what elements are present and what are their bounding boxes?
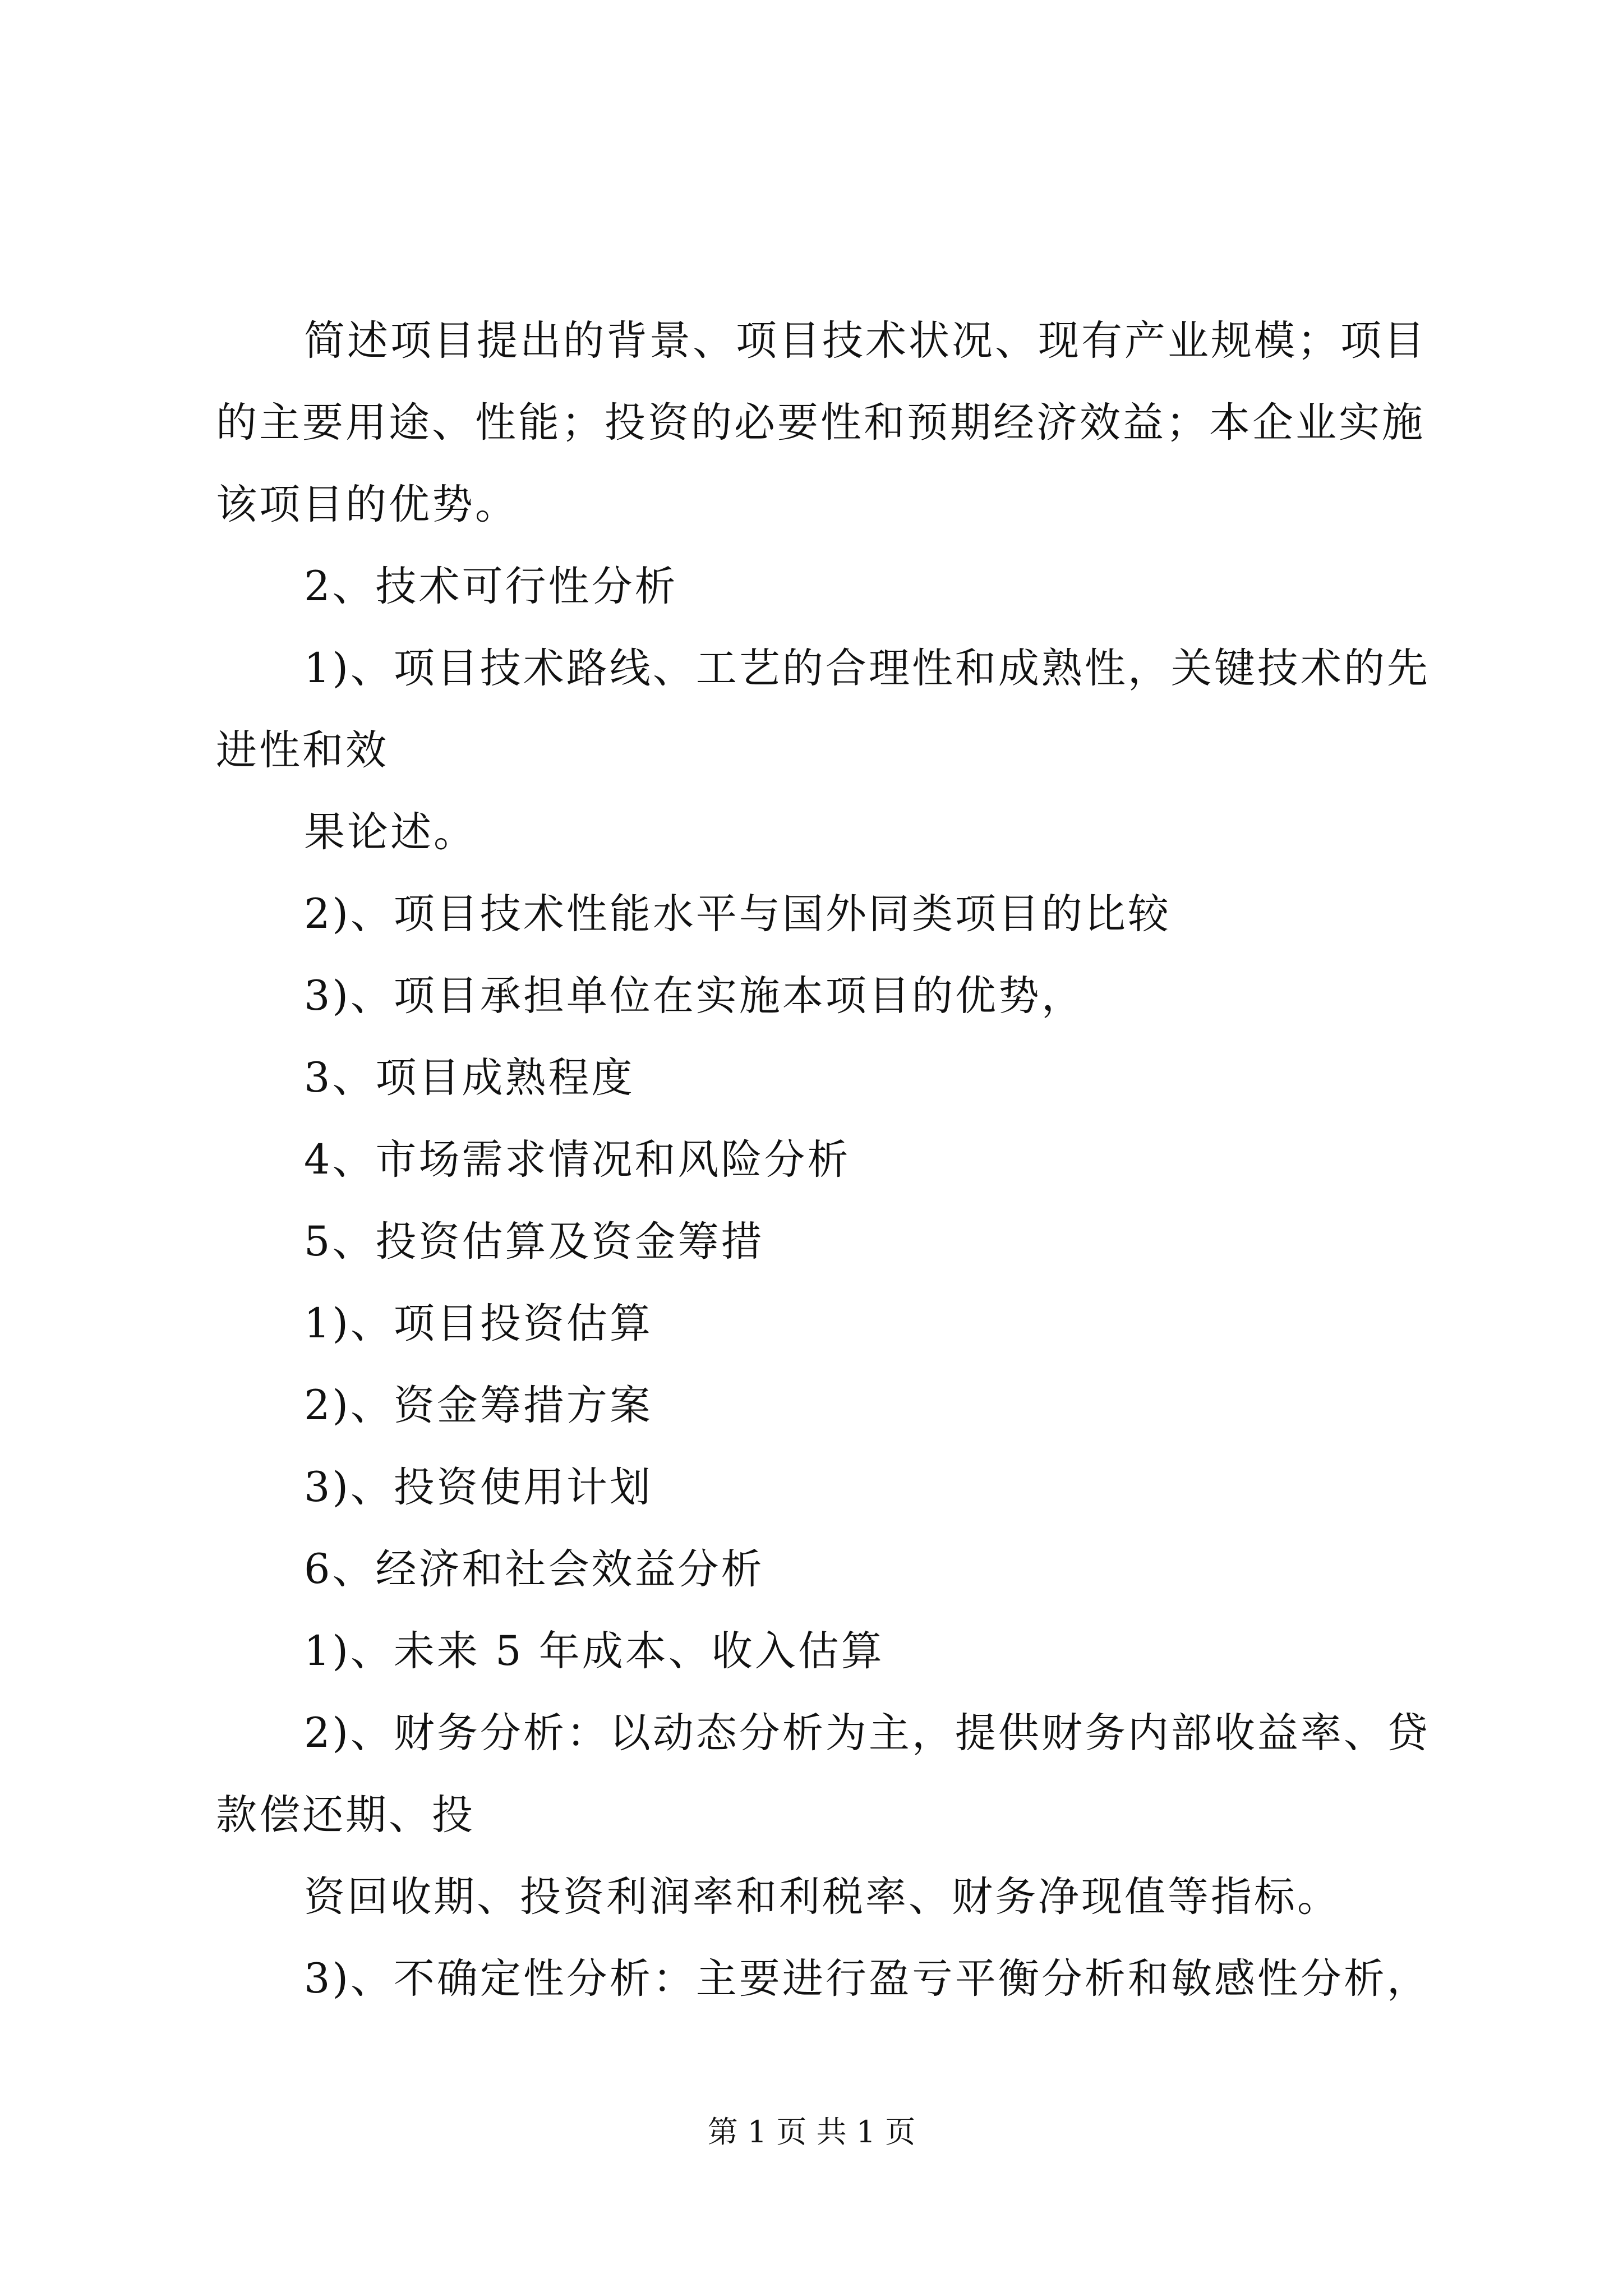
- text-line: 2)、资金筹措方案: [304, 1382, 653, 1429]
- document-body: [216, 300, 1430, 2020]
- text-line: 资回收期、投资利润率和利税率、财务净现值等指标。: [304, 1873, 1340, 1921]
- text-line: 1)、未来 5 年成本、收入估算: [304, 1627, 884, 1675]
- text-line: 该项目的优势。: [216, 481, 518, 528]
- text-line: 3)、投资使用计划: [304, 1464, 653, 1511]
- text-line: 1)、项目技术路线、工艺的合理性和成熟性，关键技术的先: [304, 645, 1430, 692]
- text-line: 款偿还期、投: [216, 1791, 475, 1839]
- section-heading: 5、投资估算及资金筹措: [304, 1218, 764, 1266]
- text-line: 2)、财务分析：以动态分析为主，提供财务内部收益率、贷: [304, 1709, 1430, 1757]
- section-heading: 2、技术可行性分析: [304, 563, 678, 610]
- section-heading: 3、项目成熟程度: [304, 1054, 635, 1102]
- text-line: 简述项目提出的背景、项目技术状况、现有产业规模；项目: [304, 317, 1427, 365]
- text-line: 1)、项目投资估算: [304, 1300, 653, 1347]
- text-line: 进性和效: [216, 726, 389, 774]
- text-line: 的主要用途、性能；投资的必要性和预期经济效益；本企业实施: [216, 399, 1425, 447]
- text-line: 3)、不确定性分析：主要进行盈亏平衡分析和敏感性分析，: [304, 1955, 1430, 2003]
- section-heading: 6、经济和社会效益分析: [304, 1545, 764, 1593]
- text-line: 3)、项目承担单位在实施本项目的优势，: [304, 972, 1085, 1020]
- text-line: 果论述。: [304, 808, 477, 856]
- page-footer: 第 1 页 共 1 页: [707, 2114, 916, 2150]
- section-heading: 4、市场需求情况和风险分析: [304, 1136, 851, 1184]
- text-line: 2)、项目技术性能水平与国外同类项目的比较: [304, 890, 1171, 938]
